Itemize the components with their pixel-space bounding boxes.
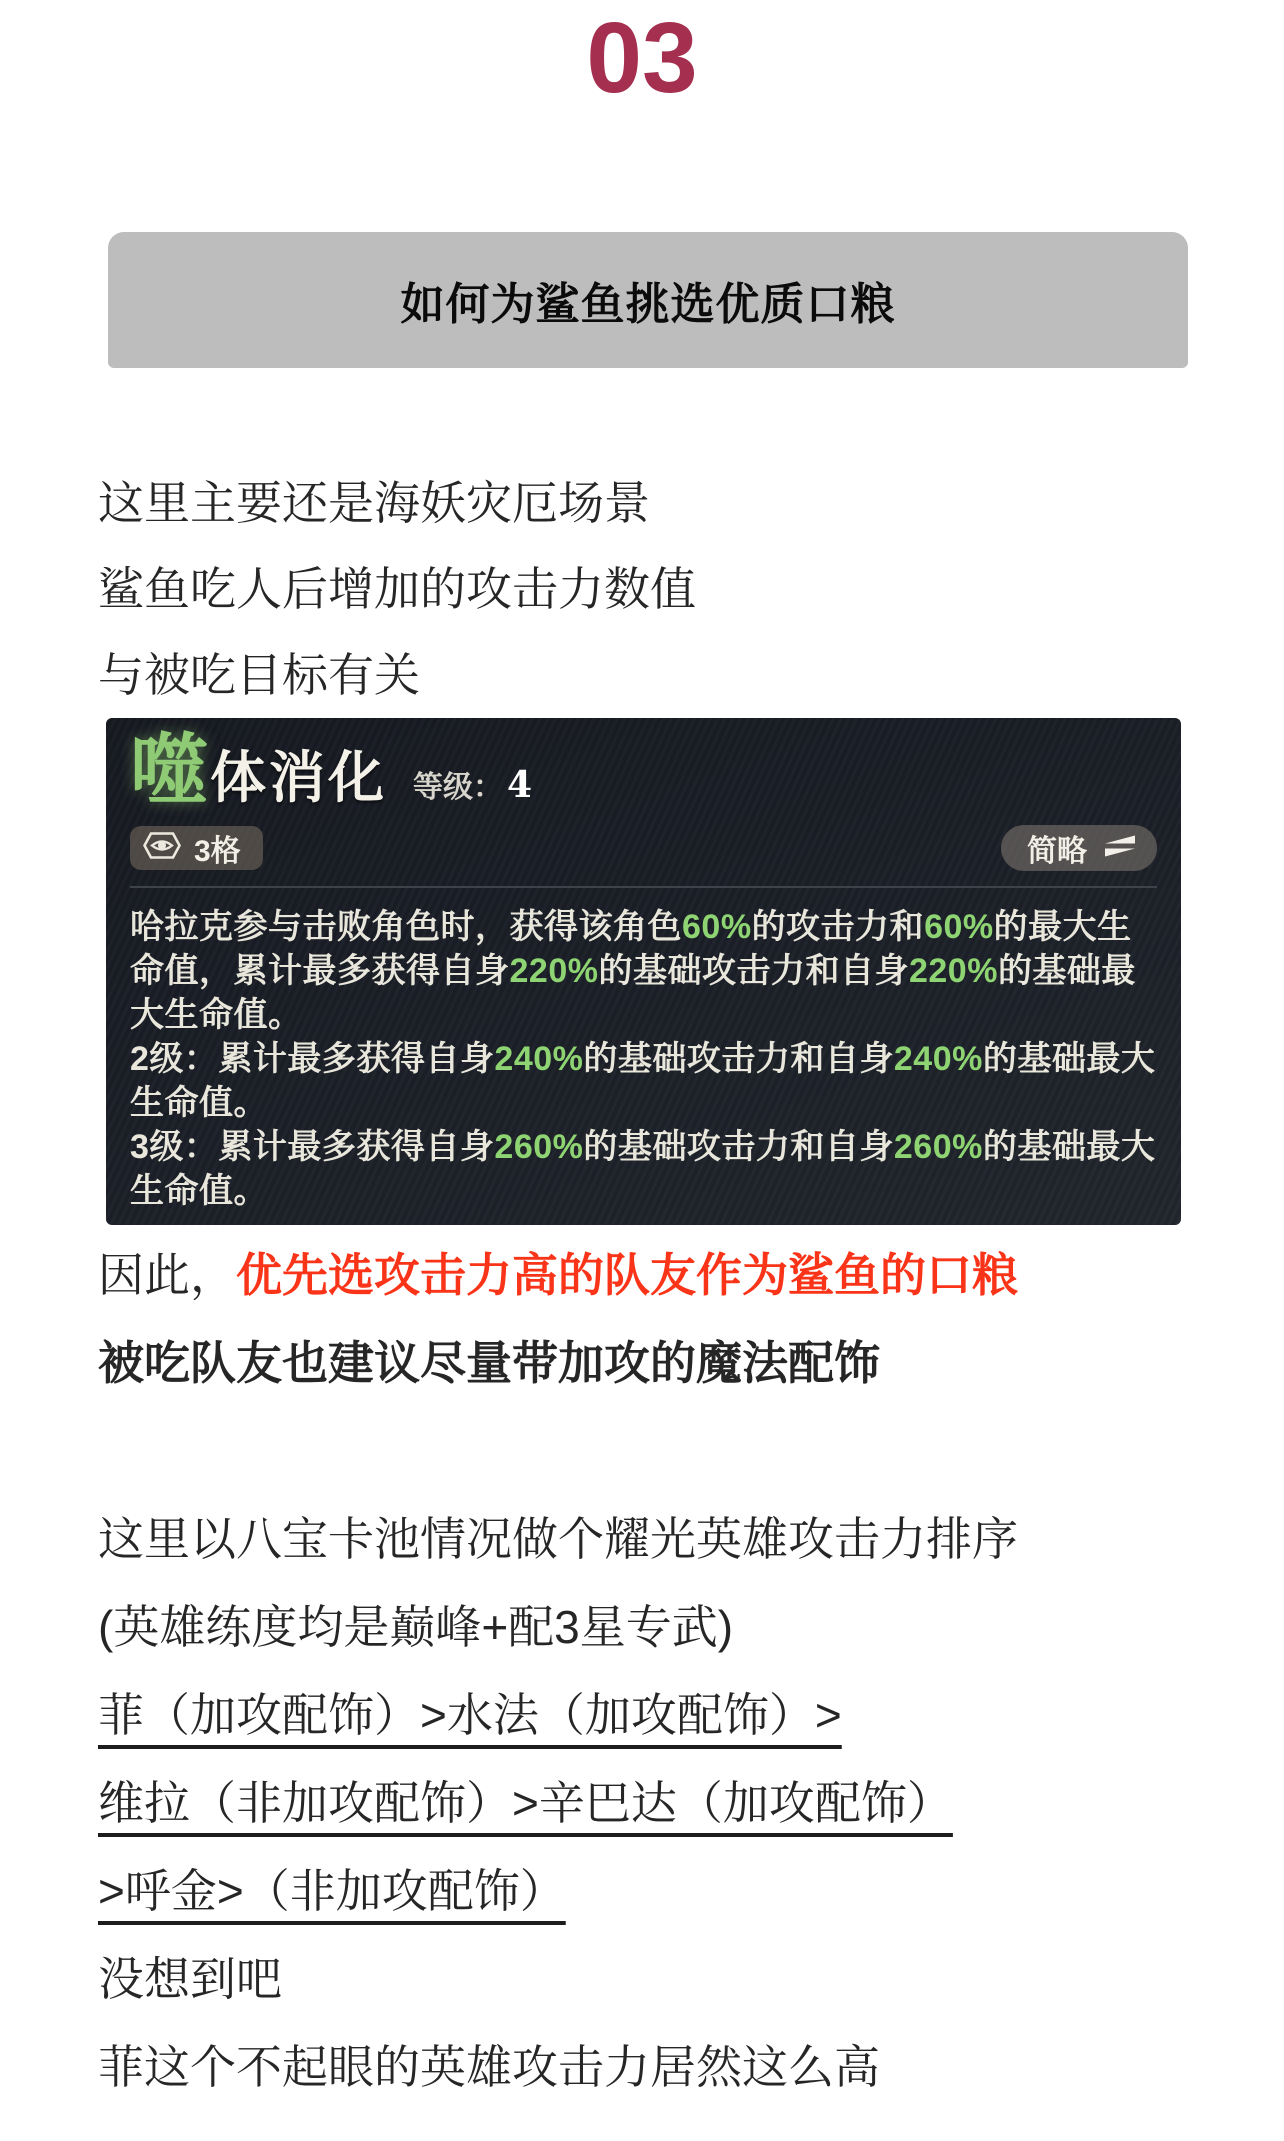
- skill-description-level2: [130, 1037, 1157, 1125]
- skill-level-value: 4: [507, 764, 533, 806]
- skill-header: [130, 725, 1157, 816]
- text-segment: 3级：累计最多获得自身: [130, 1128, 495, 1166]
- ranking-list-line: 维拉（非加攻配饰）>辛巴达（加攻配饰）: [98, 1777, 953, 1829]
- detail-mode-toggle-button[interactable]: [1001, 825, 1157, 871]
- text-segment: 的最大生命值，累计最多获得自身: [130, 908, 1132, 990]
- intro-line: 这里主要还是海妖灾厄场景: [98, 477, 650, 529]
- ranking-intro-line: (英雄练度均是巅峰+配3星专武): [98, 1601, 734, 1653]
- highlighted-value: 60%: [682, 908, 752, 946]
- highlighted-value: 260%: [893, 1128, 983, 1166]
- highlighted-value: 220%: [908, 952, 998, 990]
- ranking-section: [98, 1495, 1204, 2111]
- conclusion-paragraph: [98, 1231, 1204, 1407]
- skill-name: 体消化: [210, 745, 388, 811]
- skill-name-accent-char: 噬: [130, 725, 209, 816]
- text-segment: 的基础最大生命值。: [130, 1040, 1156, 1122]
- section-number: 03: [586, 2, 698, 114]
- highlighted-value: 60%: [924, 908, 994, 946]
- hex-eye-icon: [142, 831, 182, 865]
- text-segment: 哈拉克参与击败角色时，获得该角色: [130, 908, 682, 946]
- highlighted-value: 240%: [893, 1040, 983, 1078]
- skill-description: [130, 905, 1157, 1213]
- skill-description-level3: [130, 1125, 1157, 1213]
- text-segment: 因此，: [98, 1249, 236, 1301]
- skill-cost-label: 3格: [194, 835, 241, 868]
- highlighted-value: 240%: [494, 1040, 584, 1078]
- skill-level-label: 等级：: [413, 770, 504, 805]
- highlighted-value: 220%: [509, 952, 599, 990]
- ranking-list-line: >呼金>（非加攻配饰）: [98, 1865, 566, 1917]
- text-segment: 的攻击力和: [751, 908, 925, 946]
- highlighted-value: 260%: [494, 1128, 584, 1166]
- skill-level: [413, 762, 532, 806]
- skill-cost-badge: [130, 826, 263, 870]
- ranking-outro-line: 菲这个不起眼的英雄攻击力居然这么高: [98, 2041, 880, 2093]
- intro-line: 与被吃目标有关: [98, 649, 420, 701]
- skill-card-divider: [130, 886, 1157, 888]
- detail-mode-label: 简略: [1027, 835, 1087, 868]
- intro-line: 鲨鱼吃人后增加的攻击力数值: [98, 563, 696, 615]
- text-segment: 的基础最大生命值。: [130, 1128, 1156, 1210]
- text-segment: 的基础攻击力和自身: [583, 1040, 894, 1078]
- swap-arrows-icon: [1103, 834, 1137, 863]
- text-segment: 的基础最大生命值。: [130, 952, 1136, 1034]
- text-segment: 2级：累计最多获得自身: [130, 1040, 495, 1078]
- skill-description-base: [130, 905, 1157, 1037]
- text-segment: 的基础攻击力和自身: [583, 1128, 894, 1166]
- ranking-list-line: 菲（加攻配饰）>水法（加攻配饰）>: [98, 1689, 842, 1741]
- skill-badge-row: [130, 826, 1157, 870]
- intro-paragraph: [98, 460, 1284, 718]
- skill-screenshot-card: [106, 718, 1181, 1225]
- conclusion-line-mixed: [98, 1231, 1204, 1319]
- section-title: 如何为鲨鱼挑选优质口粮: [400, 280, 896, 329]
- conclusion-line-red: 被吃队友也建议尽量带加攻的魔法配饰: [98, 1337, 880, 1389]
- ranking-intro-line: 这里以八宝卡池情况做个耀光英雄攻击力排序: [98, 1513, 1018, 1565]
- ranking-outro-line: 没想到吧: [98, 1953, 282, 2005]
- highlighted-red-text: 优先选攻击力高的队友作为鲨鱼的口粮: [236, 1249, 1018, 1301]
- section-title-bar: [108, 232, 1188, 368]
- text-segment: 的基础攻击力和自身: [598, 952, 909, 990]
